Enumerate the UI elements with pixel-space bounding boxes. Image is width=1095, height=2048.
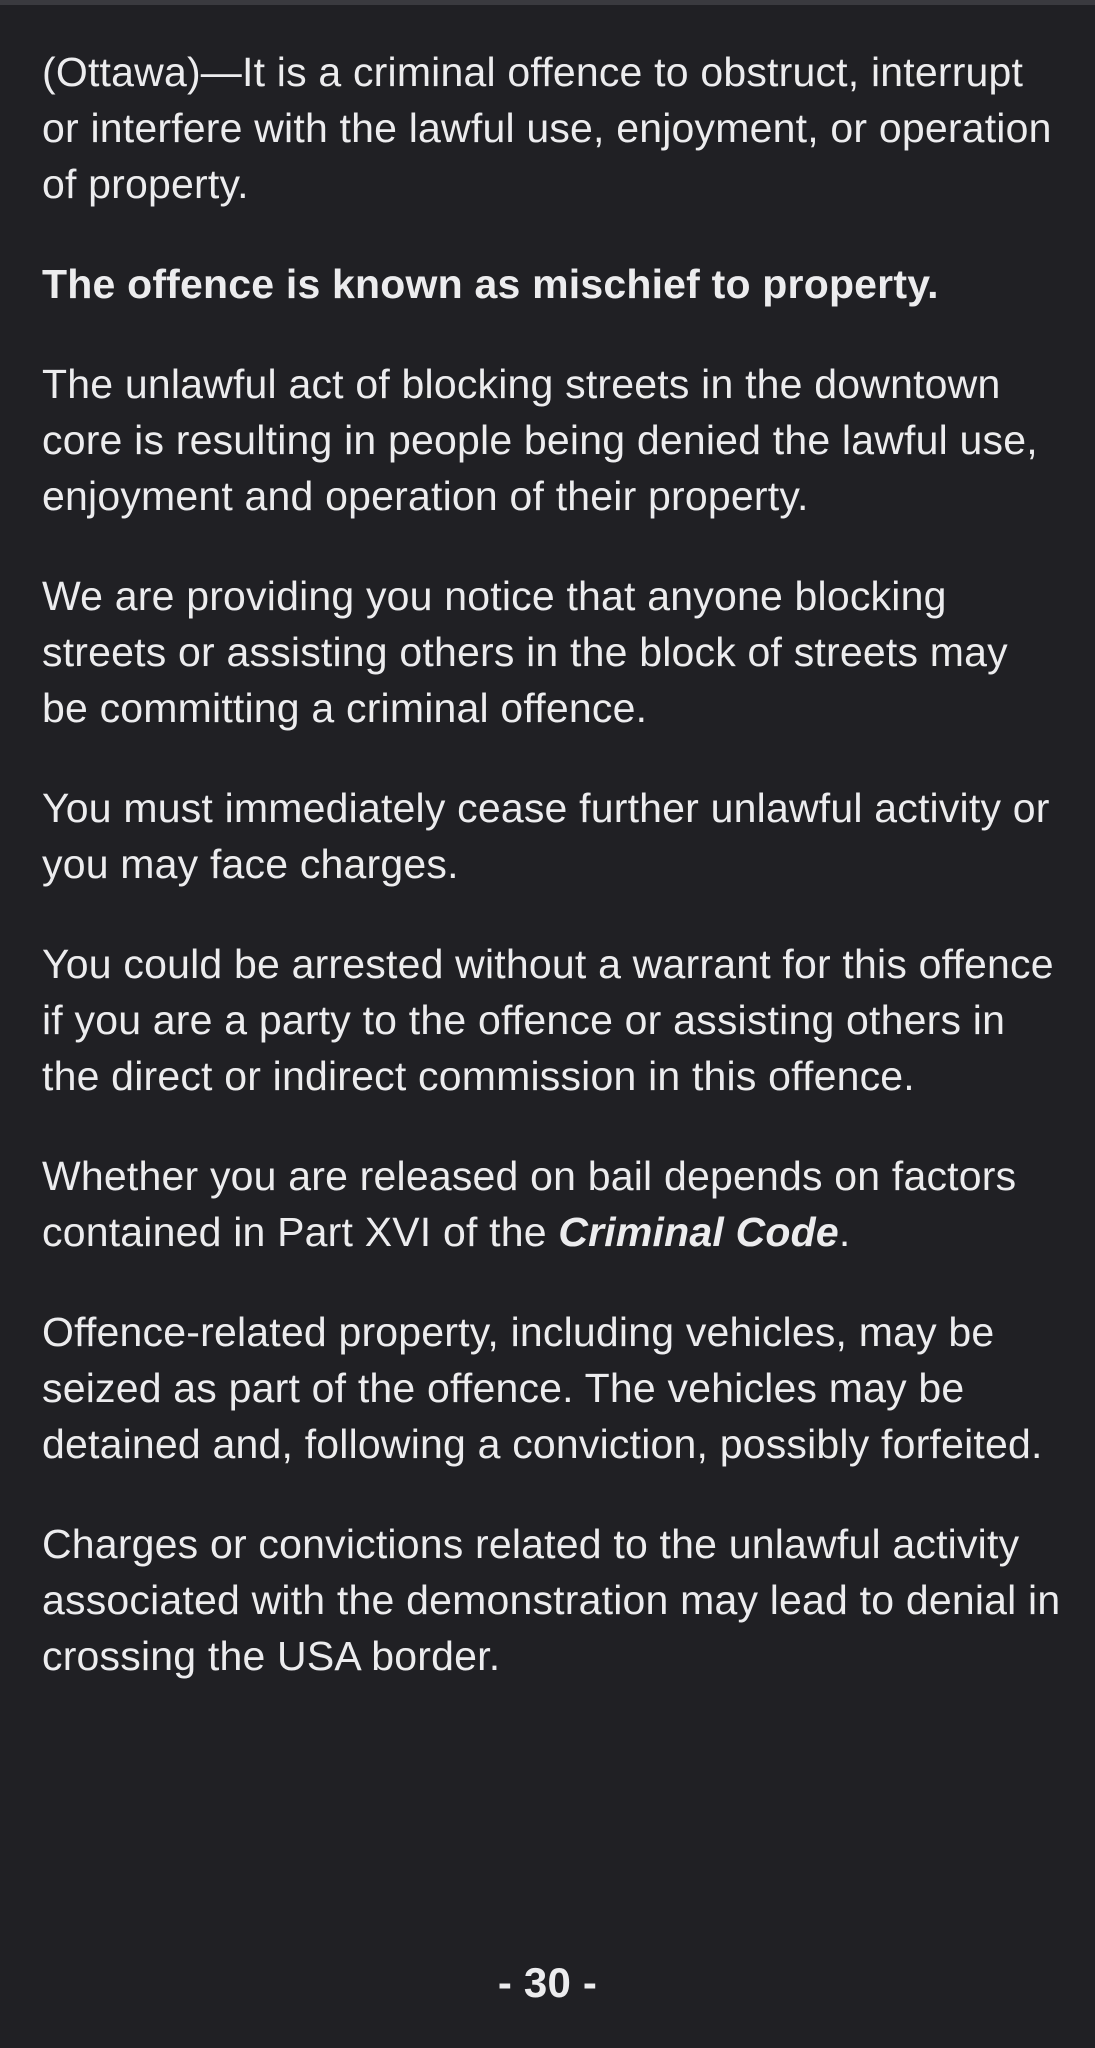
bail-period: . xyxy=(838,1209,851,1255)
top-edge xyxy=(0,0,1095,5)
paragraph-border: Charges or convictions related to the unlawful activity associated with the demonstration may lead to denial in crossing the USA border. xyxy=(42,1521,1061,1679)
paragraph-blocking-streets: The unlawful act of blocking streets in the downtown core is resulting in people being denied the lawful use, enjoyment and operation of their property. xyxy=(42,361,1038,519)
paragraph-notice: We are providing you notice that anyone blocking streets or assisting others in the block of streets may be committing a criminal offence. xyxy=(42,573,1008,731)
bail-text: Whether you are released on bail depends on factors contained in Part XVI of the xyxy=(42,1153,1017,1255)
paragraph-seizure: Offence-related property, including vehicles, may be seized as part of the offence. The vehicles may be detained and, following a conviction, possibly forfeited. xyxy=(42,1309,1043,1467)
criminal-code-emphasis: Criminal Code xyxy=(558,1209,839,1255)
end-mark: - 30 - xyxy=(497,1959,598,2006)
paragraph-cease-activity: You must immediately cease further unlawful activity or you may face charges. xyxy=(42,785,1050,887)
press-release-body xyxy=(42,44,1062,1728)
paragraph-bail xyxy=(42,1148,1062,1260)
paragraph-arrest-warning: You could be arrested without a warrant for this offence if you are a party to the offence or assisting others in the direct or indirect commission in this offence. xyxy=(42,941,1054,1099)
paragraph-offence-name: The offence is known as mischief to property. xyxy=(42,261,939,307)
paragraph-intro: (Ottawa)—It is a criminal offence to obstruct, interrupt or interfere with the lawful use, enjoyment, or operation of property. xyxy=(42,49,1052,207)
